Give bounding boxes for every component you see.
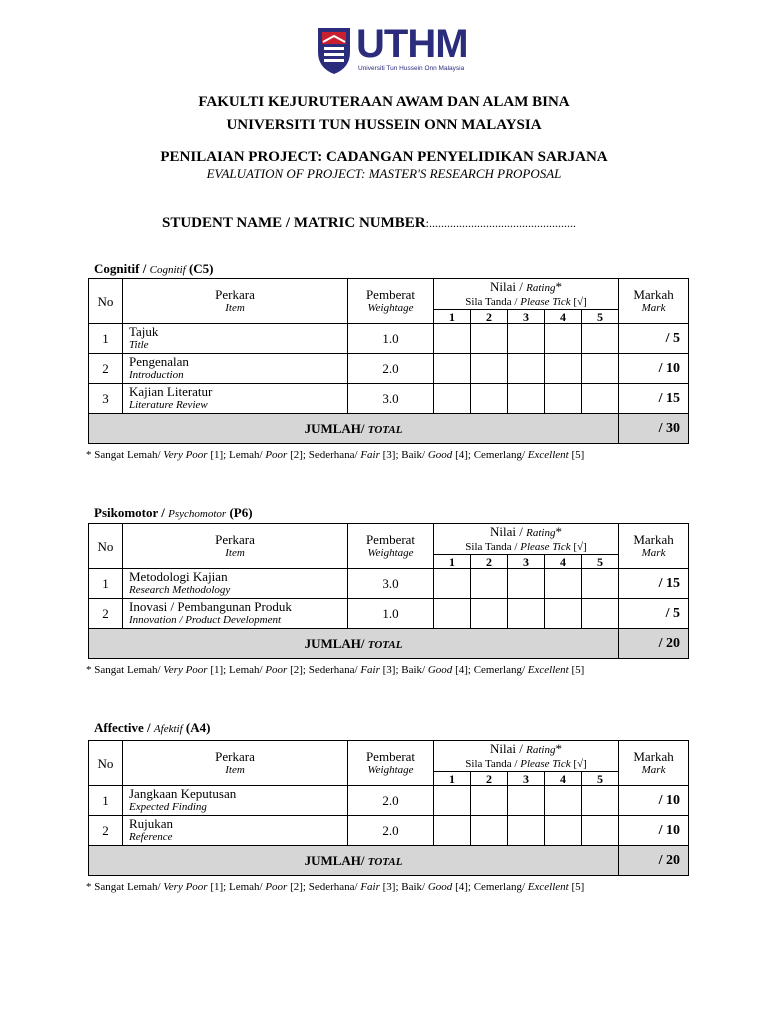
total-mark[interactable]: / 30: [619, 414, 689, 444]
rating-scale-note: * Sangat Lemah/ Very Poor [1]; Lemah/ Poor [2]; Sederhana/ Fair [3]; Baik/ Good [4]; Cemerlang/ Excellent [5]: [86, 449, 585, 461]
row-item: Kajian Literatur Literature Review: [123, 384, 348, 414]
col-header-weightage: Pemberat Weightage: [348, 741, 434, 786]
col-header-item: Perkara Item: [123, 524, 348, 569]
total-label: JUMLAH/ TOTAL: [89, 629, 619, 659]
rating-tick-cell-4[interactable]: [545, 569, 582, 599]
rating-tick-cell-3[interactable]: [508, 384, 545, 414]
rating-tick-cell-3[interactable]: [508, 816, 545, 846]
rating-tick-cell-5[interactable]: [582, 599, 619, 629]
row-weightage: 3.0: [348, 384, 434, 414]
uthm-logo: [316, 24, 491, 76]
rating-scale-3: 3: [508, 772, 545, 786]
total-mark[interactable]: / 20: [619, 846, 689, 876]
rating-scale-4: 4: [545, 772, 582, 786]
uthm-crest-icon: [316, 24, 352, 76]
row-item: Metodologi Kajian Research Methodology: [123, 569, 348, 599]
row-mark[interactable]: / 5: [619, 324, 689, 354]
rating-tick-cell-2[interactable]: [471, 786, 508, 816]
student-label: STUDENT NAME / MATRIC NUMBER: [162, 215, 426, 231]
col-header-rating: Nilai / Rating* Sila Tanda / Please Tick [√]: [434, 741, 619, 772]
rating-scale-5: 5: [582, 310, 619, 324]
rating-tick-cell-2[interactable]: [471, 599, 508, 629]
col-header-mark: Markah Mark: [619, 524, 689, 569]
rating-tick-cell-3[interactable]: [508, 599, 545, 629]
rating-scale-2: 2: [471, 772, 508, 786]
row-item: Rujukan Reference: [123, 816, 348, 846]
faculty-title: FAKULTI KEJURUTERAAN AWAM DAN ALAM BINA: [198, 94, 570, 110]
evaluation-table: [88, 523, 689, 659]
col-header-rating: Nilai / Rating* Sila Tanda / Please Tick [√]: [434, 524, 619, 555]
university-title: UNIVERSITI TUN HUSSEIN ONN MALAYSIA: [226, 117, 542, 133]
total-row: [89, 629, 689, 659]
rating-scale-note: * Sangat Lemah/ Very Poor [1]; Lemah/ Poor [2]; Sederhana/ Fair [3]; Baik/ Good [4]; Cemerlang/ Excellent [5]: [86, 881, 585, 893]
rating-tick-cell-2[interactable]: [471, 816, 508, 846]
row-item: Inovasi / Pembangunan Produk Innovation / Product Development: [123, 599, 348, 629]
rating-tick-cell-4[interactable]: [545, 816, 582, 846]
rating-tick-cell-5[interactable]: [582, 569, 619, 599]
rating-tick-cell-2[interactable]: [471, 324, 508, 354]
row-mark[interactable]: / 15: [619, 384, 689, 414]
section-title: Affective / Afektif (A4): [94, 720, 211, 735]
section-title: Cognitif / Cognitif (C5): [94, 261, 214, 276]
rating-tick-cell-1[interactable]: [434, 786, 471, 816]
total-row: [89, 414, 689, 444]
table-row: [89, 816, 689, 846]
col-header-item: Perkara Item: [123, 741, 348, 786]
col-header-mark: Markah Mark: [619, 741, 689, 786]
evaluation-table: [88, 740, 689, 876]
table-row: [89, 569, 689, 599]
rating-scale-3: 3: [508, 310, 545, 324]
rating-tick-cell-5[interactable]: [582, 324, 619, 354]
total-mark[interactable]: / 20: [619, 629, 689, 659]
rating-tick-cell-1[interactable]: [434, 569, 471, 599]
logo-subtitle: Universiti Tun Hussein Onn Malaysia: [358, 65, 465, 72]
row-weightage: 1.0: [348, 324, 434, 354]
table-row: [89, 786, 689, 816]
row-item: Jangkaan Keputusan Expected Finding: [123, 786, 348, 816]
row-weightage: 2.0: [348, 354, 434, 384]
row-mark[interactable]: / 15: [619, 569, 689, 599]
row-no: 1: [89, 569, 123, 599]
section-title: Psikomotor / Psychomotor (P6): [94, 505, 253, 520]
student-colon: :: [425, 216, 429, 230]
row-weightage: 2.0: [348, 816, 434, 846]
rating-tick-cell-4[interactable]: [545, 324, 582, 354]
rating-scale-3: 3: [508, 555, 545, 569]
table-row: [89, 324, 689, 354]
rating-tick-cell-1[interactable]: [434, 816, 471, 846]
row-no: 1: [89, 786, 123, 816]
row-weightage: 3.0: [348, 569, 434, 599]
rating-tick-cell-4[interactable]: [545, 354, 582, 384]
row-weightage: 1.0: [348, 599, 434, 629]
table-row: [89, 384, 689, 414]
student-dots: .................................................: [428, 216, 576, 230]
col-header-rating: Nilai / Rating* Sila Tanda / Please Tick [√]: [434, 279, 619, 310]
table-row: [89, 354, 689, 384]
rating-tick-cell-4[interactable]: [545, 599, 582, 629]
rating-scale-5: 5: [582, 772, 619, 786]
student-name-field[interactable]: [162, 215, 576, 232]
evaluation-table: [88, 278, 689, 444]
total-label: JUMLAH/ TOTAL: [89, 414, 619, 444]
col-header-no: No: [89, 524, 123, 569]
rating-tick-cell-1[interactable]: [434, 324, 471, 354]
rating-tick-cell-5[interactable]: [582, 816, 619, 846]
rating-tick-cell-5[interactable]: [582, 384, 619, 414]
rating-scale-1: 1: [434, 555, 471, 569]
rating-scale-5: 5: [582, 555, 619, 569]
rating-scale-4: 4: [545, 555, 582, 569]
form-subtitle: EVALUATION OF PROJECT: MASTER'S RESEARCH PROPOSAL: [206, 166, 562, 181]
col-header-no: No: [89, 279, 123, 324]
row-item: Tajuk Title: [123, 324, 348, 354]
total-row: [89, 846, 689, 876]
rating-scale-1: 1: [434, 772, 471, 786]
table-row: [89, 599, 689, 629]
rating-scale-1: 1: [434, 310, 471, 324]
rating-tick-cell-2[interactable]: [471, 354, 508, 384]
row-mark[interactable]: / 5: [619, 599, 689, 629]
col-header-mark: Markah Mark: [619, 279, 689, 324]
col-header-weightage: Pemberat Weightage: [348, 279, 434, 324]
form-title: PENILAIAN PROJECT: CADANGAN PENYELIDIKAN SARJANA: [160, 149, 608, 165]
row-item: Pengenalan Introduction: [123, 354, 348, 384]
rating-tick-cell-3[interactable]: [508, 569, 545, 599]
rating-tick-cell-5[interactable]: [582, 354, 619, 384]
rating-tick-cell-1[interactable]: [434, 354, 471, 384]
col-header-item: Perkara Item: [123, 279, 348, 324]
rating-tick-cell-2[interactable]: [471, 569, 508, 599]
rating-tick-cell-5[interactable]: [582, 786, 619, 816]
rating-scale-4: 4: [545, 310, 582, 324]
rating-tick-cell-2[interactable]: [471, 384, 508, 414]
rating-tick-cell-4[interactable]: [545, 384, 582, 414]
row-no: 2: [89, 816, 123, 846]
row-no: 2: [89, 354, 123, 384]
logo-wordmark: UTHM: [356, 22, 468, 66]
row-weightage: 2.0: [348, 786, 434, 816]
rating-scale-note: * Sangat Lemah/ Very Poor [1]; Lemah/ Poor [2]; Sederhana/ Fair [3]; Baik/ Good [4]; Cemerlang/ Excellent [5]: [86, 664, 585, 676]
rating-tick-cell-4[interactable]: [545, 786, 582, 816]
rating-scale-2: 2: [471, 310, 508, 324]
row-mark[interactable]: / 10: [619, 354, 689, 384]
row-no: 3: [89, 384, 123, 414]
row-mark[interactable]: / 10: [619, 786, 689, 816]
rating-tick-cell-3[interactable]: [508, 354, 545, 384]
rating-tick-cell-1[interactable]: [434, 384, 471, 414]
col-header-weightage: Pemberat Weightage: [348, 524, 434, 569]
rating-tick-cell-3[interactable]: [508, 786, 545, 816]
col-header-no: No: [89, 741, 123, 786]
row-mark[interactable]: / 10: [619, 816, 689, 846]
rating-tick-cell-3[interactable]: [508, 324, 545, 354]
rating-scale-2: 2: [471, 555, 508, 569]
total-label: JUMLAH/ TOTAL: [89, 846, 619, 876]
rating-tick-cell-1[interactable]: [434, 599, 471, 629]
row-no: 2: [89, 599, 123, 629]
row-no: 1: [89, 324, 123, 354]
